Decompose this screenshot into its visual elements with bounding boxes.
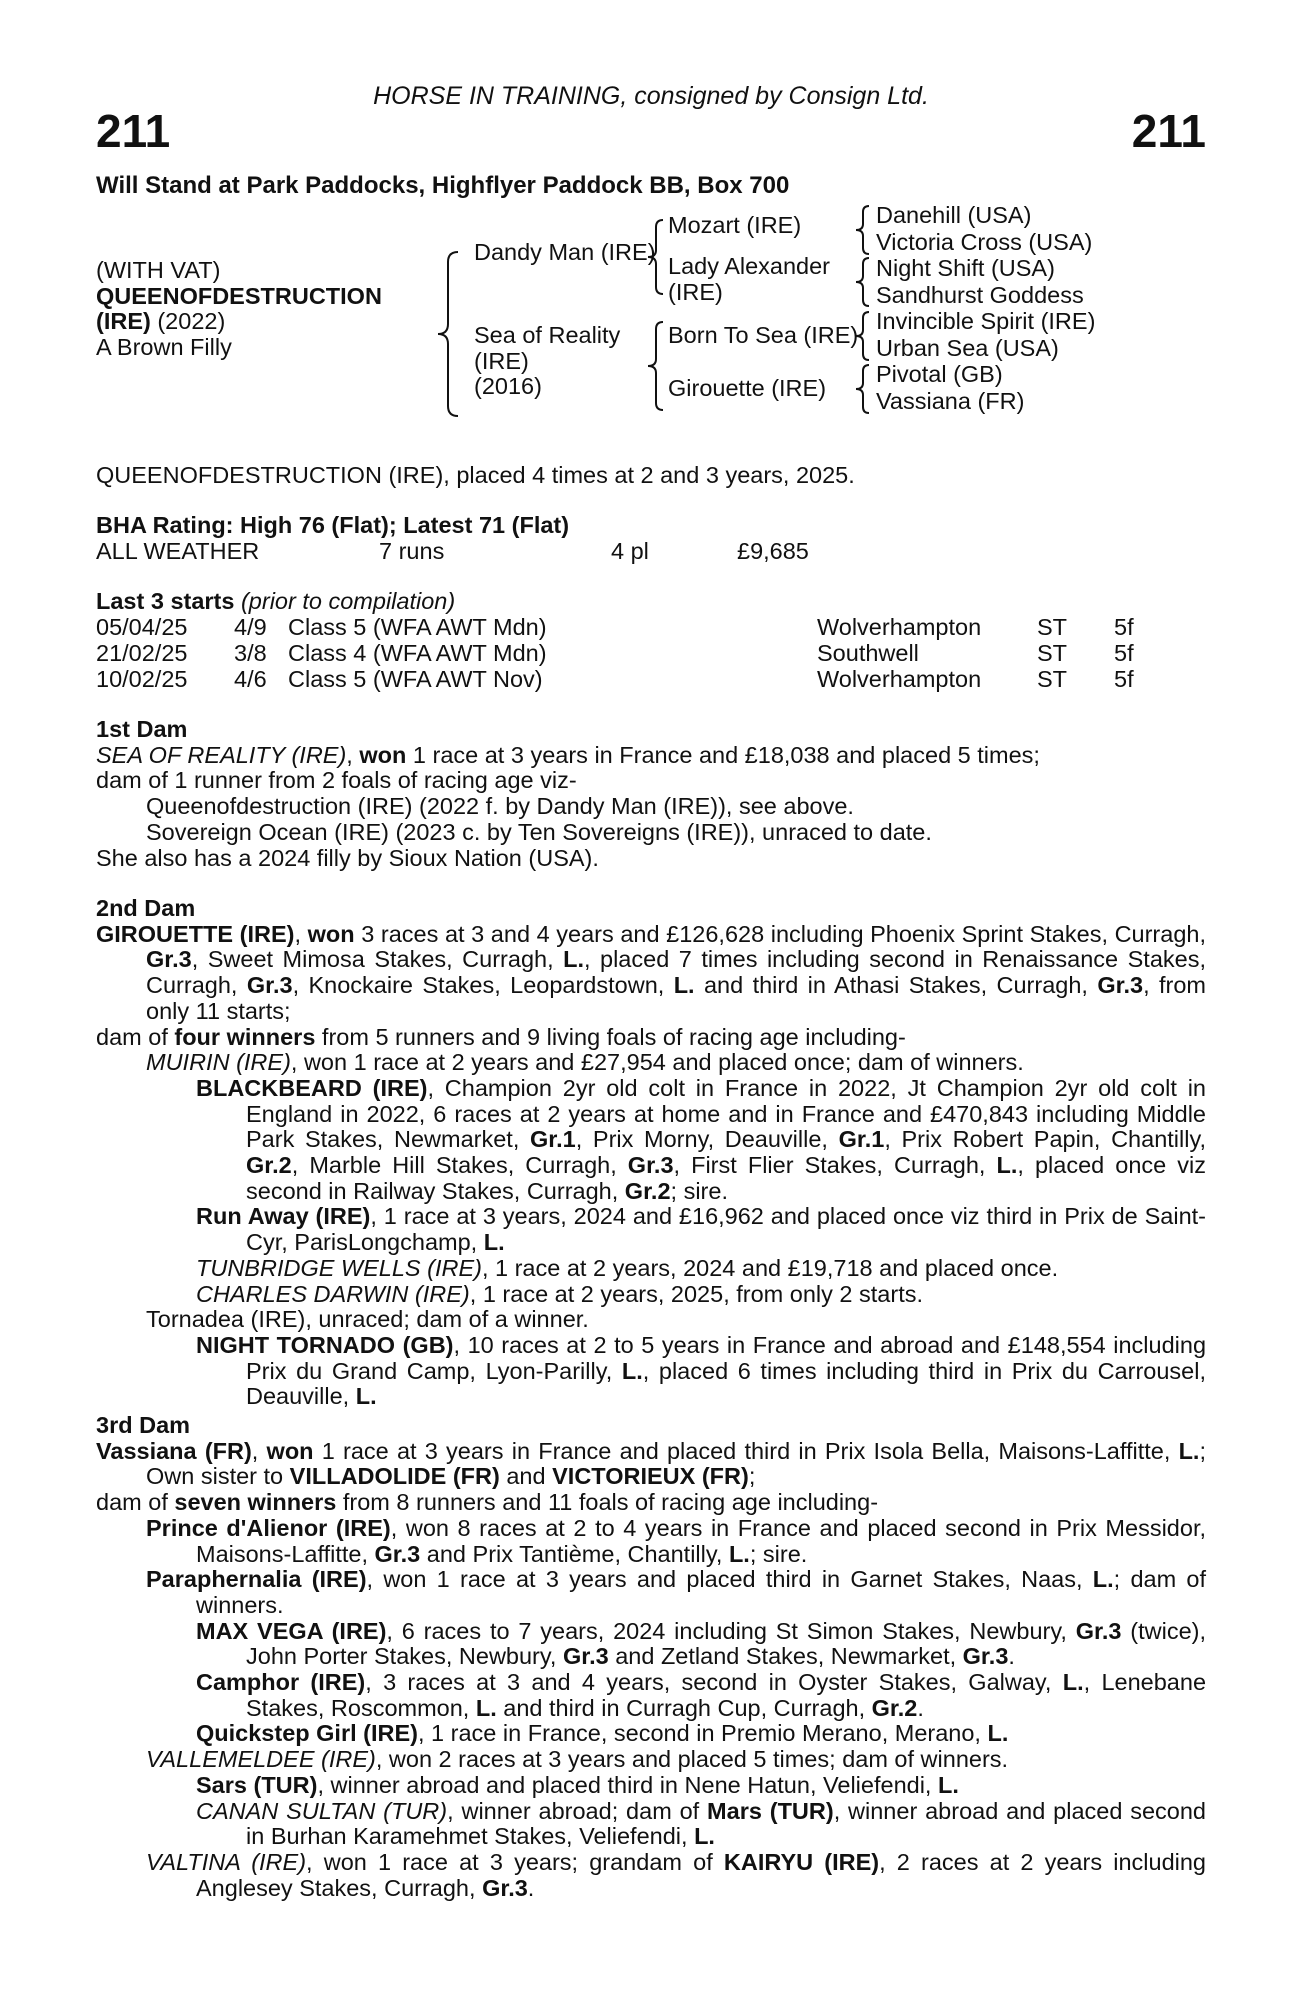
rating-section <box>96 513 1206 565</box>
horse-name: Quickstep Girl (IRE) <box>196 1720 418 1747</box>
horse-name: VICTORIEUX (FR) <box>552 1463 749 1490</box>
pedigree-gen3-8: Vassiana (FR) <box>876 387 1025 414</box>
grade: Gr.1 <box>838 1126 885 1153</box>
vat-label: (WITH VAT) <box>96 257 221 283</box>
first-dam-note: She also has a 2024 filly by Sioux Nation (USA). <box>96 844 599 871</box>
listed: L. <box>694 1823 715 1850</box>
first-dam-won: won <box>359 741 407 768</box>
grade: Gr.2 <box>624 1177 671 1204</box>
text: , winner abroad and placed third in Nene Hatun, Veliefendi, <box>317 1771 938 1798</box>
pedigree-gen3-7: Pivotal (GB) <box>876 361 1003 387</box>
pedigree-brace-sire <box>646 218 666 296</box>
text: , placed 7 times including second in Renaissance Stakes, Curragh, <box>146 946 1206 999</box>
horse-name: QUEENOFDESTRUCTION <box>96 282 382 309</box>
horse-name: VALLEMELDEE (IRE) <box>146 1746 376 1773</box>
listed: L. <box>728 1540 750 1567</box>
horse-country: (IRE) <box>96 308 151 335</box>
consignment-line: HORSE IN TRAINING, consigned by Consign Ltd. <box>373 82 929 110</box>
grade: Gr.2 <box>246 1152 292 1179</box>
pedigree-brace-g34 <box>854 256 872 308</box>
text: , winner abroad; dam of <box>447 1797 708 1824</box>
produce-paraphernalia <box>96 1567 1206 1618</box>
start-race: Class 5 (WFA AWT Nov) <box>288 665 543 692</box>
race-summary: QUEENOFDESTRUCTION (IRE), placed 4 times at 2 and 3 years, 2025. <box>96 462 855 488</box>
produce-blackbeard <box>96 1076 1206 1205</box>
produce-charles-darwin <box>96 1282 1206 1308</box>
horse-name: CHARLES DARWIN (IRE) <box>196 1280 470 1307</box>
produce-tunbridge-wells <box>96 1256 1206 1282</box>
second-dam-record: GIROUETTE (IRE), won 3 races at 3 and 4 years and £126,628 including Phoenix Sprint Stakes, Curragh, Gr.3, Sweet Mimosa Stakes, Curragh, L., placed 7 times including second in Renaissance Stakes, Curragh, Gr.3, Knockaire Stakes, Leopardstown, L. and third in Athasi Stakes, Curragh, Gr.3, from only 11 starts; <box>96 920 1206 1024</box>
text: ; <box>748 1463 756 1490</box>
winners-count: four winners <box>174 1023 316 1050</box>
listed: L. <box>475 1694 497 1721</box>
grade: Gr.3 <box>1075 1617 1122 1644</box>
text: dam of <box>96 1023 175 1050</box>
text: , Sweet Mimosa Stakes, Curragh, <box>191 946 564 973</box>
first-dam-produce-2: Sovereign Ocean (IRE) (2023 c. by Ten Sovereigns (IRE)), unraced to date. <box>146 818 932 845</box>
produce-sars <box>96 1773 1206 1799</box>
last-starts-title: Last 3 starts <box>96 588 235 614</box>
horse-description: A Brown Filly <box>96 334 232 361</box>
horse-name: BLACKBEARD (IRE) <box>196 1074 428 1101</box>
text: , Marble Hill Stakes, Curragh, <box>291 1152 628 1179</box>
pedigree-grandparents <box>876 202 1095 414</box>
rating-runs: 7 runs <box>379 537 445 564</box>
start-position: 4/6 <box>234 665 267 692</box>
text: , placed once viz second in Railway Stakes, Curragh, <box>246 1152 1207 1204</box>
text: , 1 race in France, second in Premio Merano, Merano, <box>418 1720 988 1747</box>
text: from 5 runners and 9 living foals of racing age including- <box>315 1023 906 1050</box>
sire-name: Dandy Man (IRE) <box>474 239 656 265</box>
third-dam-section <box>96 1413 1206 1901</box>
produce-run-away <box>96 1204 1206 1255</box>
produce-prince-dalienor <box>96 1516 1206 1567</box>
grade: Gr.3 <box>374 1540 421 1567</box>
grade: Gr.3 <box>562 1643 609 1670</box>
produce-night-tornado <box>96 1333 1206 1410</box>
dam-dam-name: Girouette (IRE) <box>668 375 827 401</box>
listed: L. <box>1178 1437 1200 1464</box>
horse-name: Mars (TUR) <box>707 1797 834 1824</box>
grade: Gr.3 <box>1097 972 1144 999</box>
pedigree-table <box>96 202 1206 425</box>
text: 1 race at 3 years in France and placed third in Prix Isola Bella, Maisons-Laffitte, <box>313 1437 1179 1464</box>
text: from 8 runners and 11 foals of racing age including- <box>336 1489 879 1516</box>
second-dam-won: won <box>307 920 355 947</box>
produce-max-vega <box>96 1619 1206 1670</box>
rating-earnings: £9,685 <box>737 537 809 564</box>
pedigree-brace-main <box>436 250 462 418</box>
text: , 1 race at 2 years, 2024 and £19,718 and placed once. <box>481 1254 1059 1281</box>
third-dam-heading: 3rd Dam <box>96 1412 191 1438</box>
rating-surface: ALL WEATHER <box>96 537 260 564</box>
grade: Gr.1 <box>530 1126 576 1153</box>
pedigree-gen3-5: Invincible Spirit (IRE) <box>876 308 1096 334</box>
first-dam-produce-1: Queenofdestruction (IRE) (2022 f. by Dandy Man (IRE)), see above. <box>146 793 854 820</box>
second-dam-produce-intro <box>96 1025 1206 1051</box>
first-dam-heading: 1st Dam <box>96 716 188 742</box>
horse-name: NIGHT TORNADO (GB) <box>196 1331 454 1358</box>
last-starts-note: (prior to compilation) <box>234 588 456 614</box>
rating-heading: BHA Rating: High 76 (Flat); Latest 71 (Flat) <box>96 512 570 538</box>
dam-name <box>474 323 620 400</box>
text: , won 2 races at 3 years and placed 5 times; dam of winners. <box>375 1746 1009 1773</box>
start-row <box>96 667 1206 693</box>
catalogue-page <box>96 0 1206 2000</box>
horse-name: Sars (TUR) <box>196 1771 318 1798</box>
text: and <box>499 1463 553 1490</box>
text: , Prix Morny, Deauville, <box>575 1126 839 1153</box>
text: ; sire. <box>670 1177 728 1204</box>
second-dam-heading: 2nd Dam <box>96 895 196 921</box>
produce-canan-sultan <box>96 1799 1206 1850</box>
grade: Gr.3 <box>627 1152 674 1179</box>
text: , 6 races to 7 years, 2024 including St Simon Stakes, Newbury, <box>386 1617 1076 1644</box>
stand-location: Will Stand at Park Paddocks, Highflyer Paddock BB, Box 700 <box>96 172 790 199</box>
text: , Prix Robert Papin, Chantilly, <box>884 1126 1206 1153</box>
first-dam-name: SEA OF REALITY (IRE) <box>96 741 347 768</box>
pedigree-gen3-2: Victoria Cross (USA) <box>876 228 1093 255</box>
last-starts-heading <box>96 589 1206 615</box>
produce-valtina <box>96 1850 1206 1901</box>
text: , won 1 race at 3 years; grandam of <box>306 1848 724 1875</box>
second-dam-name: GIROUETTE (IRE) <box>96 920 295 947</box>
text: ; Own sister to <box>146 1437 1206 1490</box>
horse-name: Prince d'Alienor (IRE) <box>146 1514 391 1541</box>
rating-row <box>96 539 1206 565</box>
horse-name: VILLADOLIDE (FR) <box>289 1463 500 1490</box>
pedigree-brace-g78 <box>854 363 872 415</box>
third-dam-produce-intro <box>96 1490 1206 1516</box>
listed: L. <box>563 946 584 973</box>
text: , from only 11 starts; <box>146 972 1206 1024</box>
pedigree-gen3-6: Urban Sea (USA) <box>876 334 1059 361</box>
sire-sire-name: Mozart (IRE) <box>668 212 802 238</box>
text: , won 1 race at 2 years and £27,954 and placed once; dam of winners. <box>290 1049 1024 1076</box>
third-dam-won: won <box>266 1437 314 1464</box>
text: . <box>1008 1643 1015 1670</box>
dam-name-line1: Sea of Reality <box>474 322 621 348</box>
produce-muirin <box>96 1050 1206 1076</box>
start-distance: 5f <box>1114 665 1134 692</box>
listed: L. <box>673 972 695 999</box>
sire-dam-name <box>668 254 830 305</box>
text: 3 races at 3 and 4 years and £126,628 including Phoenix Sprint Stakes, Curragh, <box>354 920 1206 947</box>
start-distance: 5f <box>1114 639 1134 666</box>
horse-name: Paraphernalia (IRE) <box>146 1566 367 1593</box>
text: ; sire. <box>749 1540 808 1567</box>
text: and Zetland Stakes, Newmarket, <box>608 1643 963 1670</box>
pedigree-gen3-1: Danehill (USA) <box>876 202 1032 228</box>
sire-dam-line2: (IRE) <box>668 278 723 305</box>
horse-name: MUIRIN (IRE) <box>146 1049 291 1076</box>
start-race: Class 4 (WFA AWT Mdn) <box>288 639 547 666</box>
produce-vallemeldee <box>96 1747 1206 1773</box>
pedigree-gen3-4: Sandhurst Goddess <box>876 281 1084 308</box>
start-going: ST <box>1037 665 1068 692</box>
pedigree-gen3-3: Night Shift (USA) <box>876 255 1055 281</box>
horse-name: KAIRYU (IRE) <box>723 1848 880 1875</box>
horse-name: TUNBRIDGE WELLS (IRE) <box>196 1254 482 1281</box>
start-distance: 5f <box>1114 613 1134 640</box>
grade: Gr.3 <box>962 1643 1009 1670</box>
text: , won 1 race at 3 years and placed third in Garnet Stakes, Naas, <box>366 1566 1093 1593</box>
start-course: Wolverhampton <box>817 665 982 692</box>
horse-name: MAX VEGA (IRE) <box>196 1617 387 1644</box>
text: and third in Curragh Cup, Curragh, <box>496 1694 872 1721</box>
text: . <box>527 1874 535 1901</box>
start-going: ST <box>1037 639 1068 666</box>
text: , Knockaire Stakes, Leopardstown, <box>292 972 674 999</box>
grade: Gr.3 <box>146 946 192 973</box>
listed: L. <box>937 1771 959 1798</box>
horse-year: (2022) <box>150 308 226 335</box>
lot-number-left: 211 <box>96 105 171 157</box>
last-starts-section <box>96 589 1206 693</box>
text: , Lenebane Stakes, Roscommon, <box>246 1669 1207 1721</box>
start-course: Wolverhampton <box>817 613 982 640</box>
third-dam-record: Vassiana (FR), won 1 race at 3 years in France and placed third in Prix Isola Bella, Maisons-Laffitte, L.; Own sister to VILLADOLIDE (FR) and VICTORIEUX (FR); <box>96 1437 1206 1490</box>
second-dam-section <box>96 896 1206 1410</box>
text: , placed 6 times including third in Prix du Carrousel, Deauville, <box>246 1357 1206 1410</box>
winners-count: seven winners <box>174 1489 337 1516</box>
listed: L. <box>355 1383 377 1410</box>
text: , 10 races at 2 to 5 years in France and abroad and £148,554 including Prix du Grand Camp, Lyon-Parilly, <box>246 1331 1207 1384</box>
text: (twice), John Porter Stakes, Newbury, <box>246 1617 1207 1670</box>
produce-camphor <box>96 1670 1206 1721</box>
dam-name-line3: (2016) <box>474 373 542 400</box>
first-dam-produce-intro: dam of 1 runner from 2 foals of racing age viz- <box>96 767 577 794</box>
rating-placed: 4 pl <box>611 537 649 564</box>
text: and third in Athasi Stakes, Curragh, <box>694 972 1098 999</box>
start-date: 05/04/25 <box>96 613 188 640</box>
start-date: 21/02/25 <box>96 639 188 666</box>
pedigree-brace-g12 <box>854 204 872 256</box>
start-race: Class 5 (WFA AWT Mdn) <box>288 613 547 640</box>
third-dam-name: Vassiana (FR) <box>96 1437 252 1464</box>
produce-tornadea: Tornadea (IRE), unraced; dam of a winner. <box>146 1306 589 1333</box>
grade: Gr.3 <box>246 972 293 999</box>
listed: L. <box>996 1152 1018 1179</box>
start-row <box>96 615 1206 641</box>
horse-name: Run Away (IRE) <box>196 1203 371 1230</box>
text: , winner abroad and placed second in Burhan Karamehmet Stakes, Veliefendi, <box>246 1797 1207 1850</box>
start-going: ST <box>1037 613 1068 640</box>
first-dam-section <box>96 717 1206 871</box>
text: , 1 race at 3 years, 2024 and £16,962 and placed once viz third in Prix de Saint-Cyr, ParisLongchamp, <box>246 1203 1206 1256</box>
horse-name: Camphor (IRE) <box>196 1669 366 1696</box>
listed: L. <box>987 1720 1009 1747</box>
listed: L. <box>1092 1566 1114 1593</box>
text: , 3 races at 3 and 4 years, second in Oyster Stakes, Galway, <box>365 1669 1063 1696</box>
start-row <box>96 641 1206 667</box>
start-date: 10/02/25 <box>96 665 188 692</box>
text: dam of <box>96 1489 175 1516</box>
pedigree-brace-g56 <box>854 310 872 362</box>
listed: L. <box>483 1229 505 1256</box>
text: , First Flier Stakes, Curragh, <box>673 1152 997 1179</box>
grade: Gr.3 <box>482 1874 528 1901</box>
pedigree-brace-dam <box>646 320 666 412</box>
text: , 2 races at 2 years including Anglesey Stakes, Curragh, <box>196 1848 1206 1901</box>
text: and Prix Tantième, Chantilly, <box>420 1540 729 1567</box>
horse-name: CANAN SULTAN (TUR) <box>196 1797 448 1824</box>
start-position: 3/8 <box>234 639 267 666</box>
produce-quickstep-girl <box>96 1721 1206 1747</box>
first-dam-text: 1 race at 3 years in France and £18,038 and placed 5 times; <box>406 741 1040 768</box>
lot-number-right: 211 <box>1131 105 1206 157</box>
text: ; dam of winners. <box>196 1566 1207 1618</box>
horse-name: VALTINA (IRE) <box>146 1848 307 1875</box>
text: , 1 race at 2 years, 2025, from only 2 starts. <box>469 1280 924 1307</box>
dam-name-line2: (IRE) <box>474 347 529 374</box>
start-course: Southwell <box>817 639 919 666</box>
start-position: 4/9 <box>234 613 267 640</box>
listed: L. <box>621 1357 643 1384</box>
dam-sire-name: Born To Sea (IRE) <box>668 322 859 348</box>
text: , Champion 2yr old colt in France in 2022, Jt Champion 2yr old colt in England in 2022, 6 races at 2 years at home and in France and £470,843 including Middle Park Stakes, Newmarket, <box>246 1074 1206 1153</box>
grade: Gr.2 <box>871 1694 918 1721</box>
text: . <box>917 1694 924 1721</box>
listed: L. <box>1062 1669 1084 1696</box>
sire-dam-line1: Lady Alexander <box>668 253 831 279</box>
first-dam-record: SEA OF REALITY (IRE), won 1 race at 3 years in France and £18,038 and placed 5 times; <box>96 741 1040 768</box>
text: , won 8 races at 2 to 4 years in France and placed second in Prix Messidor, Maisons-Laffitte, <box>196 1514 1206 1567</box>
